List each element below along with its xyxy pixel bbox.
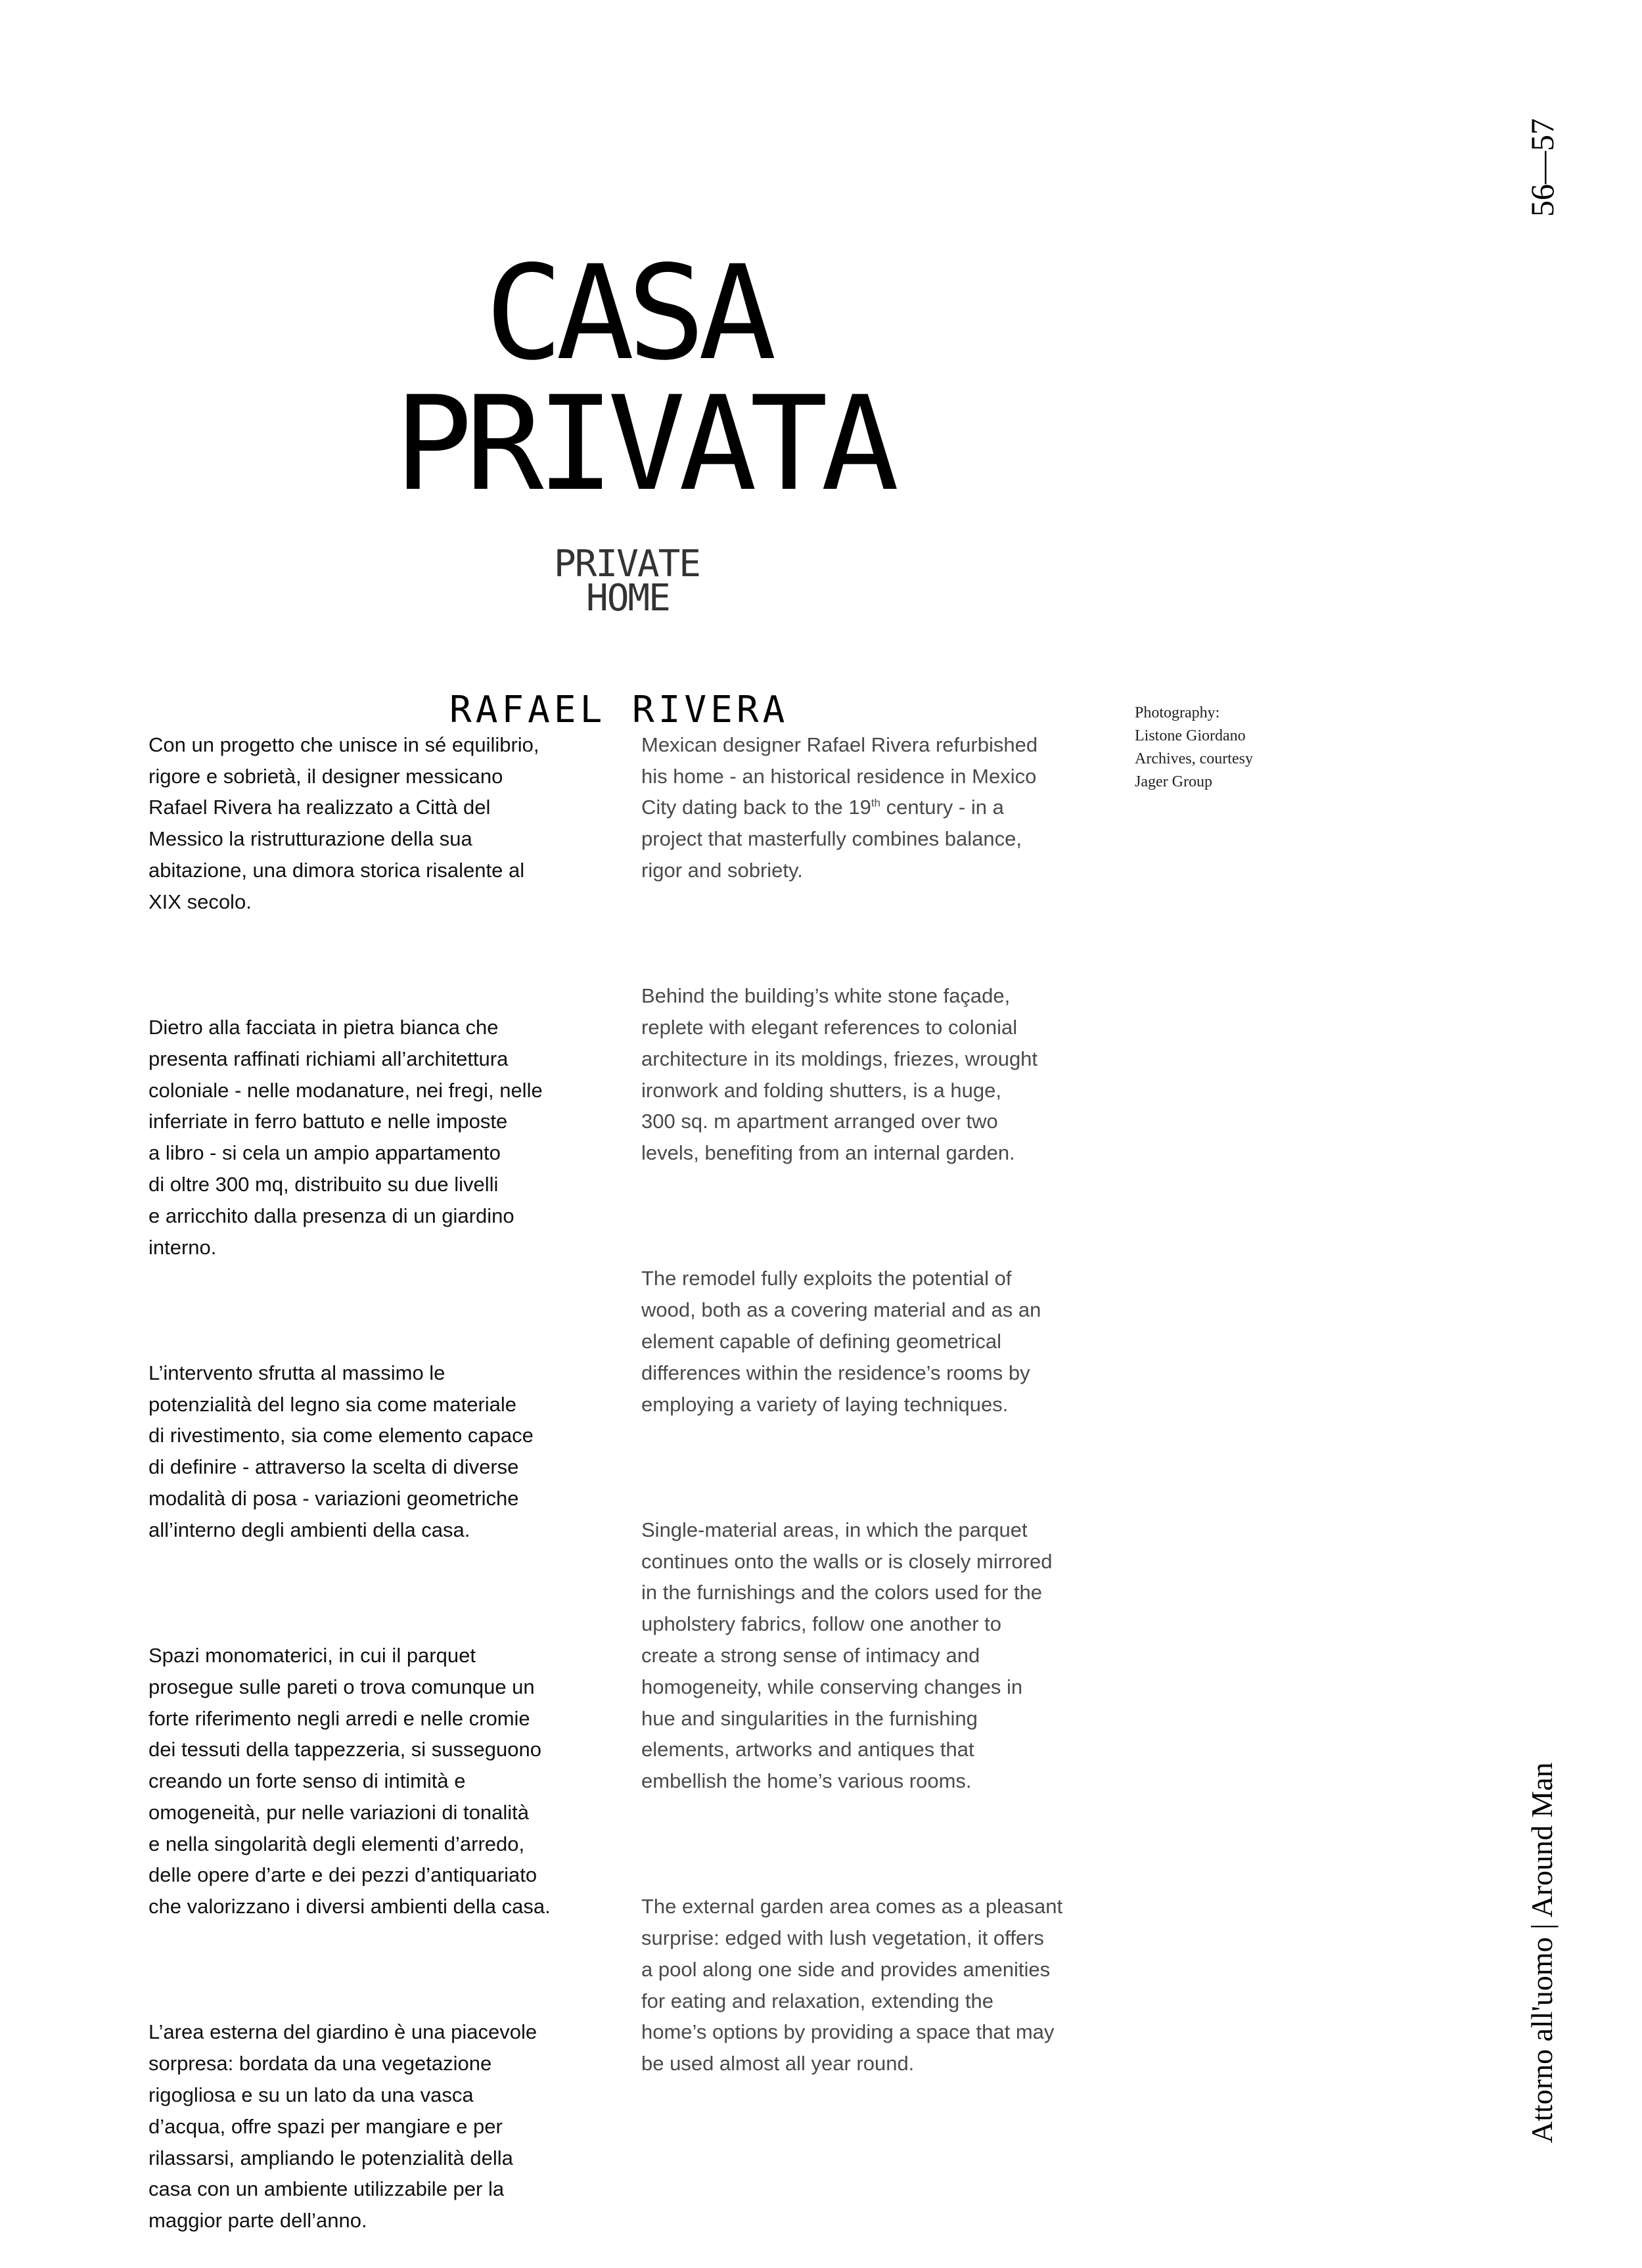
photo-credit: Photography: Listone Giordano Archives, courtesy Jager Group [1135, 704, 1253, 790]
page-numbers: 56—57 [1524, 118, 1561, 217]
english-text: century - in a project that masterfully combines balance, rigor and sobriety. [641, 796, 1022, 882]
ordinal-suffix: th [871, 797, 881, 810]
italian-paragraph: Spazi monomaterici, in cui il parquet prosegue sulle pareti o trova comunque un forte riferimento negli arredi e nelle cromie dei tessuti della tappezzeria, si susseguono creando un forte senso di intimità e omogeneità, pur nelle variazioni di tonalità e nella singolarità degli elementi d’arredo, delle opere d’arte e dei pezzi d’antiquariato che valorizzano i diversi ambienti della casa. [148, 1643, 551, 1918]
subtitle-line-2: HOME [586, 577, 670, 620]
english-text: Mexican designer Rafael Rivera refurbished his home - an historical residence in Mexico City dating back to the 19 [641, 733, 1038, 819]
italian-paragraph: L’intervento sfrutta al massimo le potenzialità del legno sia come materiale di rivestimento, sia come elemento capace di definire - attraverso la scelta di diverse modalità di posa - variazioni geometriche all’interno degli ambienti della casa. [148, 1361, 534, 1541]
english-paragraph: The external garden area comes as a pleasant surprise: edged with lush vegetation, it offers a pool along one side and provides amenities for eating and relaxation, extending the home’s options by providing a space that may be used almost all year round. [641, 1895, 1063, 2075]
italian-paragraph: L’area esterna del giardino è una piacevole sorpresa: bordata da una vegetazione rigogliosa e su un lato da una vasca d’acqua, offre spazi per mangiare e per rilassarsi, ampliando le potenzialità della casa con un ambiente utilizzabile per la maggior parte dell’anno. [148, 2020, 537, 2233]
italian-text-column [148, 698, 635, 2268]
subtitle-line-1: PRIVATE [554, 543, 700, 585]
italian-paragraph: Con un progetto che unisce in sé equilibrio, rigore e sobrietà, il designer messicano Rafael Rivera ha realizzato a Città del Messico la ristrutturazione della sua abitazione, una dimora storica risalente al XIX secolo. [148, 733, 539, 913]
english-paragraph: Behind the building’s white stone façade, replete with elegant references to colonial architecture in its moldings, friezes, wrought ironwork and folding shutters, is a huge, 300 sq. m apartment arranged over two levels, benefiting from an internal garden. [641, 984, 1038, 1165]
english-paragraph: The remodel fully exploits the potential of wood, both as a covering material and as an element capable of defining geometrical differences within the residence’s rooms by employing a variety of laying techniques. [641, 1267, 1041, 1416]
author-name: RAFAEL RIVERA [449, 689, 789, 731]
english-paragraph: Single-material areas, in which the parquet continues onto the walls or is closely mirrored in the furnishings and the colors used for the upholstery fabrics, follow one another to create a strong sense of intimacy and homogeneity, while conserving changes in hue and singularities in the furnishing elements, artworks and antiques that embellish the home’s various rooms. [641, 1518, 1053, 1793]
title-line-2: PRIVATA [394, 368, 892, 520]
title-line-1: CASA [485, 237, 769, 389]
english-paragraph [641, 729, 1128, 886]
section-label: Attorno all'uomo | Around Man [1525, 1762, 1559, 2143]
english-text-column [641, 698, 1128, 2111]
italian-paragraph: Dietro alla facciata in pietra bianca che presenta raffinati richiami all’architettura coloniale - nelle modanature, nei fregi, nelle inferriate in ferro battuto e nelle imposte a libro - si cela un ampio appartamento di oltre 300 mq, distribuito su due livelli e arricchito dalla presenza di un giardino interno. [148, 1015, 543, 1259]
